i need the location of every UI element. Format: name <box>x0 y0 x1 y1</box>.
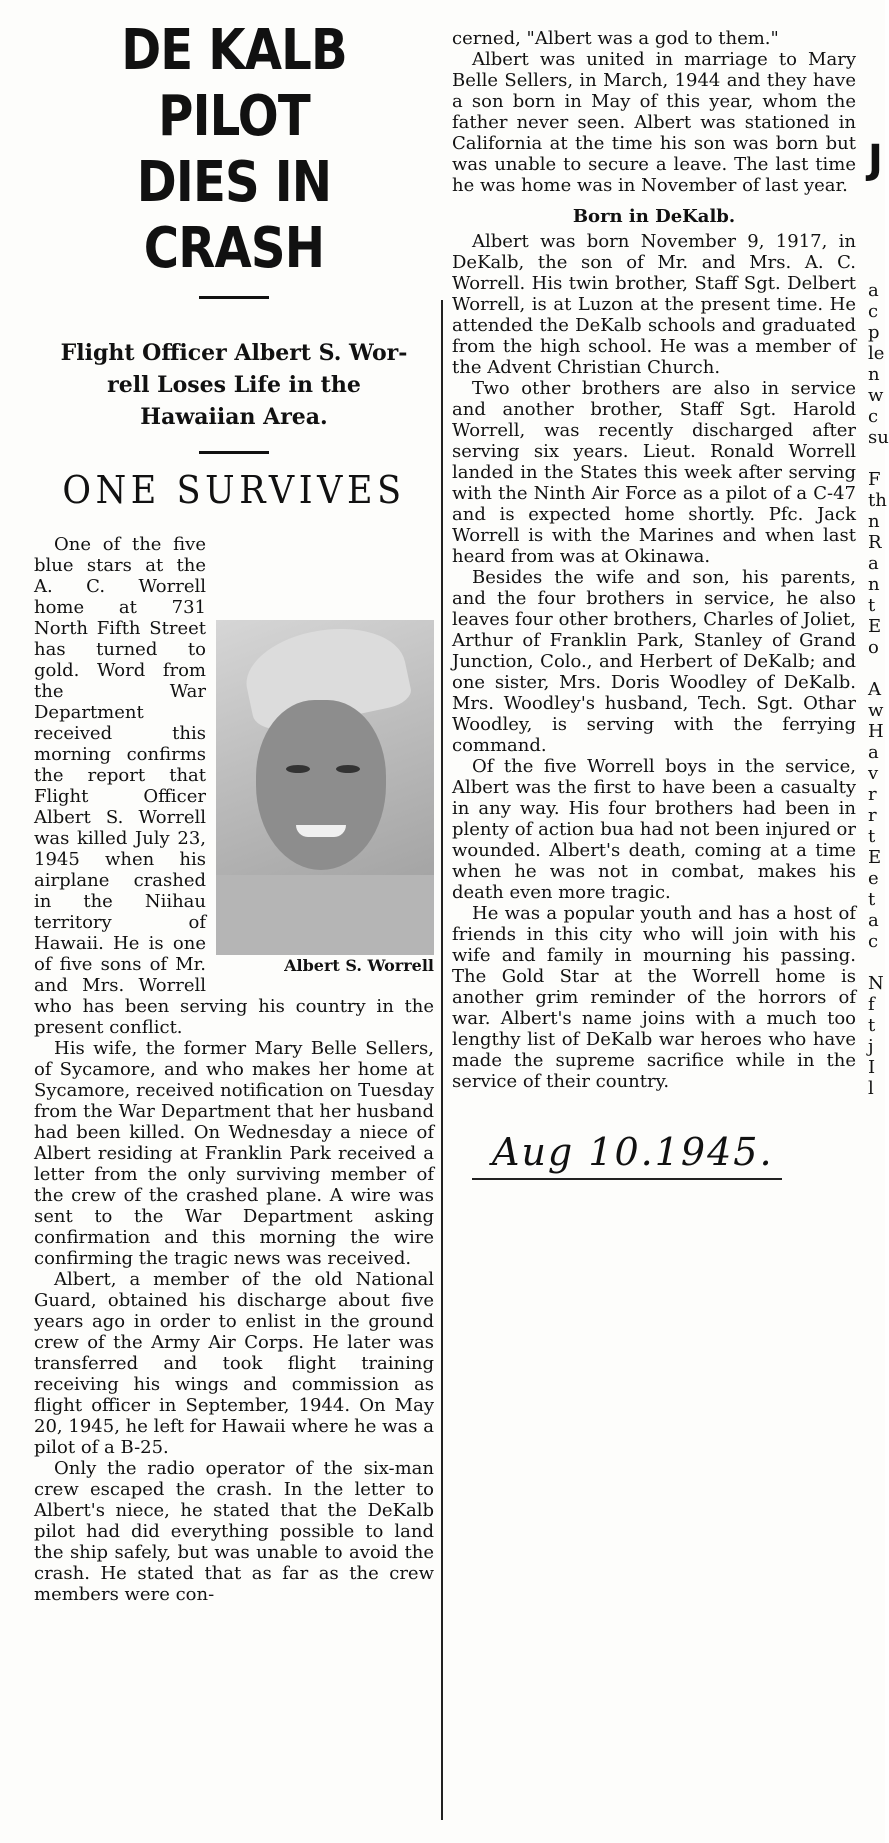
paragraph-1-text: One of the five blue stars at the A. C. Worrell home at 731 North Fifth Street has turned to gold. Word from the War Department received this morning confirms the report that Flight Officer Albert S. Worrell was killed July 23, 1945 when his airplane crashed in the Niihau territory of Hawaii. He is one of five sons of Mr. and Mrs. Worrell who has been serving his country in the present conflict. <box>34 534 434 1038</box>
adjacent-fragment-letter: t <box>868 1015 876 1036</box>
photo-block <box>216 620 434 976</box>
adjacent-fragment-letter: r <box>868 784 877 805</box>
handwritten-underline <box>472 1178 782 1180</box>
adjacent-fragment-letter: w <box>868 700 884 721</box>
adjacent-fragment-letter: a <box>868 742 879 763</box>
adjacent-fragment-letter: c <box>868 931 879 952</box>
column-2 <box>452 28 856 1180</box>
paragraph-11: He was a popular youth and has a host of friends in this city who will join with his wife and family in mourning his passing. The Gold Star at the Worrell home is another grim reminder of the horrors of war. Albert's name joins with a much too lengthy list of DeKalb war heroes who have made the supreme sacrifice while in the service of their country. <box>452 903 856 1092</box>
adjacent-fragment-letter: r <box>868 805 877 826</box>
adjacent-fragment-letter: t <box>868 595 876 616</box>
adjacent-fragment-letter: a <box>868 553 879 574</box>
headline-rule <box>199 296 269 299</box>
adjacent-fragment-letter: n <box>868 574 880 595</box>
adjacent-fragment-letter: v <box>868 763 879 784</box>
adjacent-fragment-letter: F <box>868 469 881 490</box>
section-heading: Born in DeKalb. <box>572 206 736 227</box>
adjacent-fragment-letter: c <box>868 301 879 322</box>
paragraph-8: Two other brothers are also in service and another brother, Staff Sgt. Harold Worrell, was recently discharged after serving six years. Lieut. Ronald Worrell landed in the States this week after serving with the Ninth Air Force as a pilot of a C-47 and is expected home shortly. Pfc. Jack Worrell is with the Marines and when last heard from was at Okinawa. <box>452 378 856 567</box>
handwritten-date: Aug 10.1945. <box>492 1130 774 1174</box>
adjacent-fragment-letter: a <box>868 910 879 931</box>
subhead-line-2: rell Loses Life in the <box>107 372 361 398</box>
portrait-photo <box>216 620 434 950</box>
adjacent-fragment-letter: e <box>868 868 879 889</box>
adjacent-fragment-letter: a <box>868 280 879 301</box>
photo-caption: Albert S. Worrell <box>284 956 434 975</box>
paragraph-5: cerned, "Albert was a god to them." <box>452 28 779 49</box>
adjacent-fragment-letter: j <box>868 1036 874 1057</box>
headline-line-1: DE KALB PILOT <box>121 18 347 149</box>
paragraph-2: His wife, the former Mary Belle Sellers, of Sycamore, and who makes her home at Sycamore, received notification on Tuesday from the War Department that her husband had been killed. On Wednesday a niece of Albert residing at Franklin Park received a letter from the only surviving member of the crew of the crashed plane. A wire was sent to the War Department asking confirmation and this morning the wire confirming the tragic news was received. <box>34 1038 434 1269</box>
adjacent-fragment-letter: su <box>868 427 889 448</box>
adjacent-fragment-letter: E <box>868 847 882 868</box>
adjacent-fragment-letter <box>868 658 888 679</box>
column-1 <box>34 18 434 1605</box>
adjacent-fragment-letter: t <box>868 889 876 910</box>
subheadline <box>34 337 434 433</box>
article-body-column-2 <box>452 28 856 1092</box>
adjacent-fragment-letter: th <box>868 490 887 511</box>
adjacent-fragment-letter: o <box>868 637 879 658</box>
adjacent-fragment-letter: le <box>868 343 885 364</box>
adjacent-column-fragment <box>868 137 889 1099</box>
subhead-rule <box>199 451 269 454</box>
paragraph-7: Albert was born November 9, 1917, in DeKalb, the son of Mr. and Mrs. A. C. Worrell. His twin brother, Staff Sgt. Delbert Worrell, is at Luzon at the present time. He attended the DeKalb schools and graduated from the high school. He was a member of the Advent Christian Church. <box>452 231 856 378</box>
paragraph-9: Besides the wife and son, his parents, and the four brothers in service, he also leaves four other brothers, Charles of Joliet, Arthur of Franklin Park, Stanley of Grand Junction, Colo., and Herbert of DeKalb; and one sister, Mrs. Doris Woodley of DeKalb. Mrs. Woodley's husband, Tech. Sgt. Othar Woodley, is serving with the ferrying command. <box>452 567 856 756</box>
paragraph-6: Albert was united in marriage to Mary Belle Sellers, in March, 1944 and they have a son born in May of this year, whom the father never seen. Albert was stationed in California at the time his son was born but was unable to secure a leave. The last time he was home was in November of last year. <box>452 49 856 196</box>
adjacent-fragment-letter: R <box>868 532 882 553</box>
adjacent-fragment-letter <box>868 952 888 973</box>
paragraph-3: Albert, a member of the old National Guard, obtained his discharge about five years ago in order to enlist in the ground crew of the Army Air Corps. He later was transferred and took flight training receiving his wings and commission as flight officer in September, 1944. On May 20, 1945, he left for Hawaii where he was a pilot of a B-25. <box>34 1269 434 1458</box>
adjacent-fragment-letter: I <box>868 1057 876 1078</box>
adjacent-fragment-letter: E <box>868 616 882 637</box>
adjacent-fragment-letter: n <box>868 511 880 532</box>
headline <box>62 18 406 282</box>
adjacent-fragment-letter: N <box>868 973 884 994</box>
adjacent-fragment-letter: H <box>868 721 884 742</box>
adjacent-fragment-letter: p <box>868 322 880 343</box>
article-body-column-1 <box>34 534 434 1605</box>
adjacent-fragment-letter: A <box>868 679 881 700</box>
paragraph-1 <box>34 534 434 1038</box>
paragraph-10: Of the five Worrell boys in the service, Albert was the first to have been a casualty in any way. His four brothers had been in plenty of action bua had not been injured or wounded. Albert's death, coming at a time when he was not in combat, makes his death even more tragic. <box>452 756 856 903</box>
adjacent-headline-letter: J <box>868 137 883 183</box>
adjacent-fragment-letter: l <box>868 1078 874 1099</box>
column-divider <box>441 300 443 1820</box>
paragraph-4: Only the radio operator of the six-man crew escaped the crash. In the letter to Albert's niece, he stated that the DeKalb pilot had did everything possible to land the ship safely, but was unable to avoid the crash. He stated that as far as the crew members were con- <box>34 1458 434 1605</box>
adjacent-fragment-letter <box>868 448 888 469</box>
subhead-line-3: Hawaiian Area. <box>140 404 328 430</box>
subhead-line-1: Flight Officer Albert S. Wor- <box>60 340 408 366</box>
adjacent-fragment-letter: w <box>868 385 884 406</box>
deck-heading: ONE SURVIVES <box>62 468 406 512</box>
adjacent-fragment-letter: t <box>868 826 876 847</box>
adjacent-column-letters <box>868 280 888 1099</box>
headline-line-2: DIES IN CRASH <box>136 150 332 281</box>
adjacent-fragment-letter: f <box>868 994 875 1015</box>
adjacent-fragment-letter: c <box>868 406 879 427</box>
adjacent-fragment-letter: n <box>868 364 880 385</box>
